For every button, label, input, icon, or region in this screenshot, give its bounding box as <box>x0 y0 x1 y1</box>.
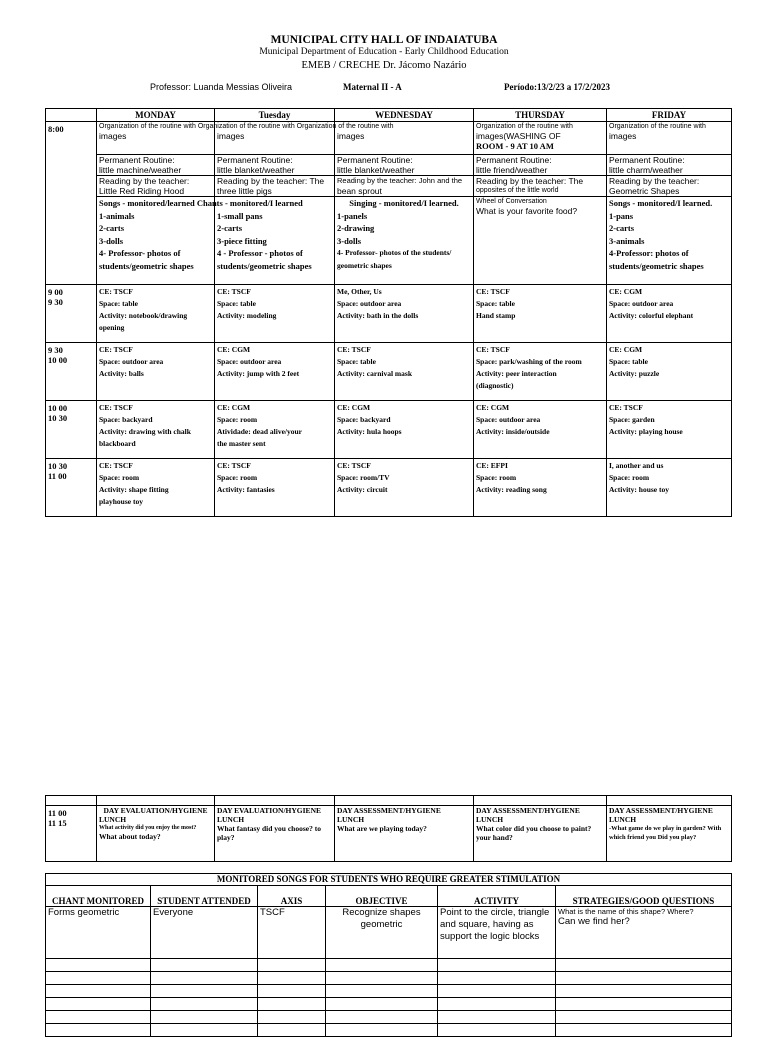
reading-friday <box>607 176 732 197</box>
cell-line: 4-Professor: photos of <box>609 248 689 258</box>
period: Período:13/2/23 a 17/2/2023 <box>504 82 610 92</box>
cell-line: three little pigs <box>217 186 272 196</box>
cell-line: 3-animals <box>609 235 645 246</box>
time-end: 10 30 <box>48 413 68 423</box>
routine-highlight: ROOM - 9 AT 10 AM <box>476 141 554 151</box>
activity-cell <box>607 343 732 401</box>
time-cell <box>46 285 97 343</box>
cell-line: Activity: hula hoops <box>337 427 402 436</box>
cell-line: Space: park/washing of the room <box>476 357 582 366</box>
header-objective: OBJECTIVE <box>326 886 438 907</box>
empty-row <box>46 1011 732 1024</box>
day-header-wednesday: WEDNESDAY <box>335 109 474 122</box>
cell-line: Space: outdoor area <box>99 357 164 366</box>
cell-line: Space: table <box>609 357 648 366</box>
lunch-row <box>46 806 732 862</box>
cell-line: CE: TSCF <box>337 345 371 354</box>
songs-wednesday <box>335 197 474 285</box>
lunch-cell-wednesday <box>335 806 474 862</box>
permanent-routine-friday <box>607 155 732 176</box>
lunch-cell-tuesday <box>215 806 335 862</box>
cell-line: CE: TSCF <box>99 461 133 470</box>
cell-line: Space: room <box>99 473 140 482</box>
cell-line: Permanent Routine: <box>476 155 552 165</box>
activity-cell <box>215 401 335 459</box>
cell-line: Activity: modeling <box>217 311 277 320</box>
header-axis: AXIS <box>258 886 326 907</box>
activity-cell <box>97 401 215 459</box>
cell-line: playhouse toy <box>99 497 143 506</box>
cell-line: CE: TSCF <box>99 403 133 412</box>
cell-question: What about today? <box>99 832 161 841</box>
cell-title: LUNCH <box>609 815 637 824</box>
cell-line: 3-dolls <box>337 235 362 246</box>
cell-line: Activity: notebook/drawing <box>99 311 188 320</box>
empty-row <box>46 998 732 1011</box>
monitored-row <box>46 907 732 959</box>
cell-line: Space: table <box>476 299 515 308</box>
cell-question: -What game do we play in garden? With which friend you Did you play? <box>609 825 722 841</box>
cell-line: 1-animals <box>99 210 135 221</box>
cell-line: What is your favorite food? <box>476 206 578 216</box>
cell-line: little friend/weather <box>476 165 548 175</box>
cell-line: Reading by the teacher: <box>99 176 190 186</box>
empty-row <box>46 1024 732 1037</box>
header-student: STUDENT ATTENDED <box>151 886 258 907</box>
cell-line: 2-drawing <box>337 223 375 233</box>
cell-line: Activity: colorful elephant <box>609 311 694 320</box>
reading-tuesday <box>215 176 335 197</box>
cell-line: 4- Professor- photos of <box>99 248 181 258</box>
class-name: Maternal II - A <box>343 82 402 92</box>
permanent-routine-tuesday <box>215 155 335 176</box>
time-end: 9 30 <box>48 297 63 307</box>
table-row <box>46 197 732 285</box>
cell-line: CE: TSCF <box>99 287 133 296</box>
cell-line: Space: garden <box>609 415 655 424</box>
songs-friday <box>607 197 732 285</box>
school-name: EMEB / CRECHE Dr. Jácomo Nazário <box>301 60 467 71</box>
day-header-tuesday: Tuesday <box>215 109 335 122</box>
routine-note: Organization of the routine with Organization of the routine with Organization of the routine with <box>99 123 394 130</box>
lunch-time-cell <box>46 806 97 862</box>
cell-line: opening <box>99 323 125 332</box>
lunch-table <box>45 795 732 862</box>
cell-line: Reading by the teacher: <box>609 176 700 186</box>
cell-activity: Point to the circle, triangle and square, having as support the logic blocks <box>438 907 556 959</box>
table-row <box>46 176 732 197</box>
cell-line: Space: table <box>217 299 256 308</box>
professor-name: Professor: Luanda Messias Oliveira <box>150 82 293 92</box>
activity-cell <box>215 343 335 401</box>
activity-cell <box>335 285 474 343</box>
cell-line: Activity: drawing with chalk <box>99 427 191 436</box>
cell-line: Space: room <box>476 473 517 482</box>
time-end: 10 00 <box>48 355 68 365</box>
day-header-monday: MONDAY <box>97 109 215 122</box>
cell-line: CE: CGM <box>609 345 643 354</box>
cell-line: 3-dolls <box>99 235 124 246</box>
cell-student: Everyone <box>151 907 258 959</box>
cell-line: Activity: puzzle <box>609 369 660 378</box>
day-header-row <box>46 109 732 122</box>
day-header-thursday: THURSDAY <box>474 109 607 122</box>
time-start: 11 00 <box>48 808 67 818</box>
cell-title: LUNCH <box>99 815 127 824</box>
cell-line: Permanent Routine: <box>609 155 685 165</box>
cell-line: students/geometric shapes <box>609 260 704 271</box>
cell-line: CE: TSCF <box>337 461 371 470</box>
cell-title: LUNCH <box>217 815 245 824</box>
cell-objective: Recognize shapes geometric <box>326 907 438 959</box>
activity-cell <box>474 401 607 459</box>
activity-cell <box>335 343 474 401</box>
document-subtitle: Municipal Department of Education - Early Childhood Education <box>259 47 509 57</box>
cell-line: Space: backyard <box>337 415 391 424</box>
cell-line: 4- Professor- photos of the students/ <box>337 248 452 257</box>
cell-line: Space: room/TV <box>337 473 390 482</box>
cell-question-small: What activity did you enjoy the most? <box>99 825 197 831</box>
cell-title: DAY ASSESSMENT/HYGIENE <box>476 806 580 815</box>
routine-cell-friday <box>607 122 732 155</box>
cell-line: Permanent Routine: <box>337 155 413 165</box>
cell-line: Permanent Routine: <box>217 155 293 165</box>
cell-line: Reading by the teacher: John and the <box>337 176 463 185</box>
cell-line: Activity: inside/outside <box>476 427 550 436</box>
cell-line: CE: EFPI <box>476 461 508 470</box>
cell-line: Atividade: dead alive/your <box>217 427 303 436</box>
empty-row <box>46 959 732 972</box>
activity-cell <box>607 401 732 459</box>
header-activity: ACTIVITY <box>438 886 556 907</box>
cell-line: 1-pans <box>609 210 634 221</box>
cell-chant: Forms geometric <box>46 907 151 959</box>
cell-line: Activity: house toy <box>609 485 669 494</box>
reading-wednesday <box>335 176 474 197</box>
activity-cell <box>474 343 607 401</box>
time-start: 9 30 <box>48 345 63 355</box>
time-end: 11 15 <box>48 818 67 828</box>
cell-line: 1-panels <box>337 210 368 221</box>
lunch-cell-friday <box>607 806 732 862</box>
table-row <box>46 155 732 176</box>
time-start: 10 00 <box>48 403 68 413</box>
activity-cell <box>607 459 732 517</box>
cell-line: Little Red Riding Hood <box>99 186 185 196</box>
cell-line: opposites of the little world <box>476 187 559 194</box>
lunch-cell-monday <box>97 806 215 862</box>
header-strategies: STRATEGIES/GOOD QUESTIONS <box>556 886 732 907</box>
activity-cell <box>474 459 607 517</box>
routine-text: images <box>337 131 365 141</box>
cell-line: 4 - Professor - photos of <box>217 248 303 258</box>
cell-line: Activity: jump with 2 feet <box>217 369 300 378</box>
cell-line: bean sprout <box>337 186 382 196</box>
cell-line: CE: TSCF <box>217 461 251 470</box>
activity-cell <box>335 459 474 517</box>
cell-line: Activity: carnival mask <box>337 369 412 378</box>
cell-axis: TSCF <box>258 907 326 959</box>
cell-line: Space: backyard <box>99 415 153 424</box>
cell-line: Activity: playing house <box>609 427 683 436</box>
cell-line: Hand stamp <box>476 311 516 320</box>
cell-line: Space: table <box>337 357 376 366</box>
routine-text: images <box>217 131 245 141</box>
table-row <box>46 343 732 401</box>
routine-note: Organization of the routine with <box>609 123 706 130</box>
cell-strategies <box>556 907 732 959</box>
cell-line: Activity: reading song <box>476 485 547 494</box>
cell-title: LUNCH <box>337 815 365 824</box>
time-start: 9 00 <box>48 287 63 297</box>
cell-line: Reading by the teacher: The <box>217 176 325 186</box>
cell-question: What color did you choose to paint? your hand? <box>476 824 592 842</box>
slot-rows <box>46 285 732 517</box>
document-title: MUNICIPAL CITY HALL OF INDAIATUBA <box>270 34 498 46</box>
strategy-question: Can we find her? <box>558 916 630 927</box>
activity-cell <box>97 285 215 343</box>
cell-line: 2-carts <box>217 223 243 233</box>
cell-line: the master sent <box>217 439 266 448</box>
cell-line: geometric shapes <box>337 260 392 270</box>
cell-question: What are we playing today? <box>337 824 427 833</box>
routine-text: images <box>609 131 637 141</box>
cell-line: CE: CGM <box>476 403 510 412</box>
table-row <box>46 285 732 343</box>
songs-thursday <box>474 197 607 285</box>
table-row <box>46 459 732 517</box>
cell-line: Space: room <box>217 473 258 482</box>
activity-cell <box>474 285 607 343</box>
cell-line: CE: TSCF <box>217 287 251 296</box>
table-row <box>46 122 732 155</box>
time-end: 11 00 <box>48 471 67 481</box>
cell-title: DAY ASSESSMENT/HYGIENE <box>337 806 441 815</box>
cell-line: 2-carts <box>609 223 635 233</box>
cell-title: DAY ASSESSMENT/HYGIENE <box>609 806 713 815</box>
weekly-schedule-table <box>45 108 732 517</box>
routine-cell-monday <box>97 122 394 155</box>
cell-line: Space: outdoor area <box>609 299 674 308</box>
cell-line: Space: outdoor area <box>337 299 402 308</box>
cell-line: Space: outdoor area <box>217 357 282 366</box>
cell-line: CE: TSCF <box>609 403 643 412</box>
corner-cell <box>46 109 97 122</box>
permanent-routine-wednesday <box>335 155 474 176</box>
table-row <box>46 401 732 459</box>
cell-line: little blanket/weather <box>217 165 295 175</box>
time-cell <box>46 459 97 517</box>
cell-line: (diagnostic) <box>476 381 514 390</box>
cell-line: Activity: shape fitting <box>99 485 169 494</box>
cell-question: What fantasy did you choose? to play? <box>217 824 321 842</box>
activity-cell <box>215 285 335 343</box>
routine-note: Organization of the routine with <box>476 123 573 130</box>
time-cell: 8:00 <box>46 122 97 285</box>
reading-thursday <box>474 176 607 197</box>
cell-line: CE: CGM <box>609 287 643 296</box>
cell-line: Songs - monitored/I learned. <box>609 198 713 208</box>
lunch-spacer-row <box>46 796 732 806</box>
cell-line: Songs - monitored/learned Chants - monitored/I learned <box>99 198 303 208</box>
lunch-cell-thursday <box>474 806 607 862</box>
cell-title: DAY EVALUATION/HYGIENE <box>217 806 321 815</box>
time-cell <box>46 343 97 401</box>
activity-cell <box>335 401 474 459</box>
cell-line: little machine/weather <box>99 165 182 175</box>
cell-line: little charm/weather <box>609 165 683 175</box>
cell-line: little blanket/weather <box>337 165 415 175</box>
monitored-header-row <box>46 886 732 907</box>
cell-line: Permanent Routine: <box>99 155 175 165</box>
cell-line: Space: outdoor area <box>476 415 541 424</box>
cell-line: Me, Other, Us <box>337 287 382 296</box>
empty-row <box>46 985 732 998</box>
permanent-routine-monday <box>97 155 215 176</box>
cell-line: Singing - monitored/I learned. <box>349 198 459 208</box>
cell-line: CE: CGM <box>217 345 251 354</box>
cell-line: CE: TSCF <box>476 345 510 354</box>
cell-line: Activity: balls <box>99 369 144 378</box>
cell-line: Reading by the teacher: The <box>476 176 584 186</box>
strategy-small: What is the name of this shape? Where? <box>558 907 694 916</box>
cell-line: blackboard <box>99 439 136 448</box>
reading-monday <box>97 176 215 197</box>
cell-line: 3-piece fitting <box>217 235 267 246</box>
day-header-friday: FRIDAY <box>607 109 732 122</box>
cell-title: LUNCH <box>476 815 504 824</box>
cell-line: I, another and us <box>609 461 664 470</box>
cell-line: Wheel of Conversation <box>476 198 547 205</box>
cell-line: students/geometric shapes <box>217 260 312 271</box>
cell-line: CE: CGM <box>337 403 371 412</box>
cell-line: CE: CGM <box>217 403 251 412</box>
monitored-songs-table <box>45 873 732 1037</box>
songs-tuesday <box>215 197 335 285</box>
time-cell <box>46 401 97 459</box>
cell-line: Activity: peer interaction <box>476 369 557 378</box>
cell-line: students/geometric shapes <box>99 260 194 271</box>
permanent-routine-thursday <box>474 155 607 176</box>
cell-line: Geometric Shapes <box>609 186 680 196</box>
routine-text: images <box>99 131 127 141</box>
cell-line: CE: TSCF <box>99 345 133 354</box>
cell-line: Space: room <box>217 415 258 424</box>
activity-cell <box>97 343 215 401</box>
activity-cell <box>215 459 335 517</box>
time-start: 10 30 <box>48 461 68 471</box>
cell-line: Activity: bath in the dolls <box>337 311 419 320</box>
cell-title: DAY EVALUATION/HYGIENE <box>103 806 208 815</box>
activity-cell <box>607 285 732 343</box>
cell-line: Space: table <box>99 299 138 308</box>
routine-text: images(WASHING OF <box>476 131 561 141</box>
cell-line: CE: TSCF <box>476 287 510 296</box>
cell-line: Space: room <box>609 473 650 482</box>
activity-cell <box>97 459 215 517</box>
cell-line: Activity: circuit <box>337 485 388 494</box>
monitored-songs-title: MONITORED SONGS FOR STUDENTS WHO REQUIRE GREATER STIMULATION <box>46 874 732 886</box>
cell-line: 2-carts <box>99 223 125 233</box>
routine-cell-thursday <box>474 122 607 155</box>
header-chant: CHANT MONITORED <box>46 886 151 907</box>
cell-line: Activity: fantasies <box>217 485 275 494</box>
cell-line: 1-small pans <box>217 210 263 221</box>
empty-row <box>46 972 732 985</box>
